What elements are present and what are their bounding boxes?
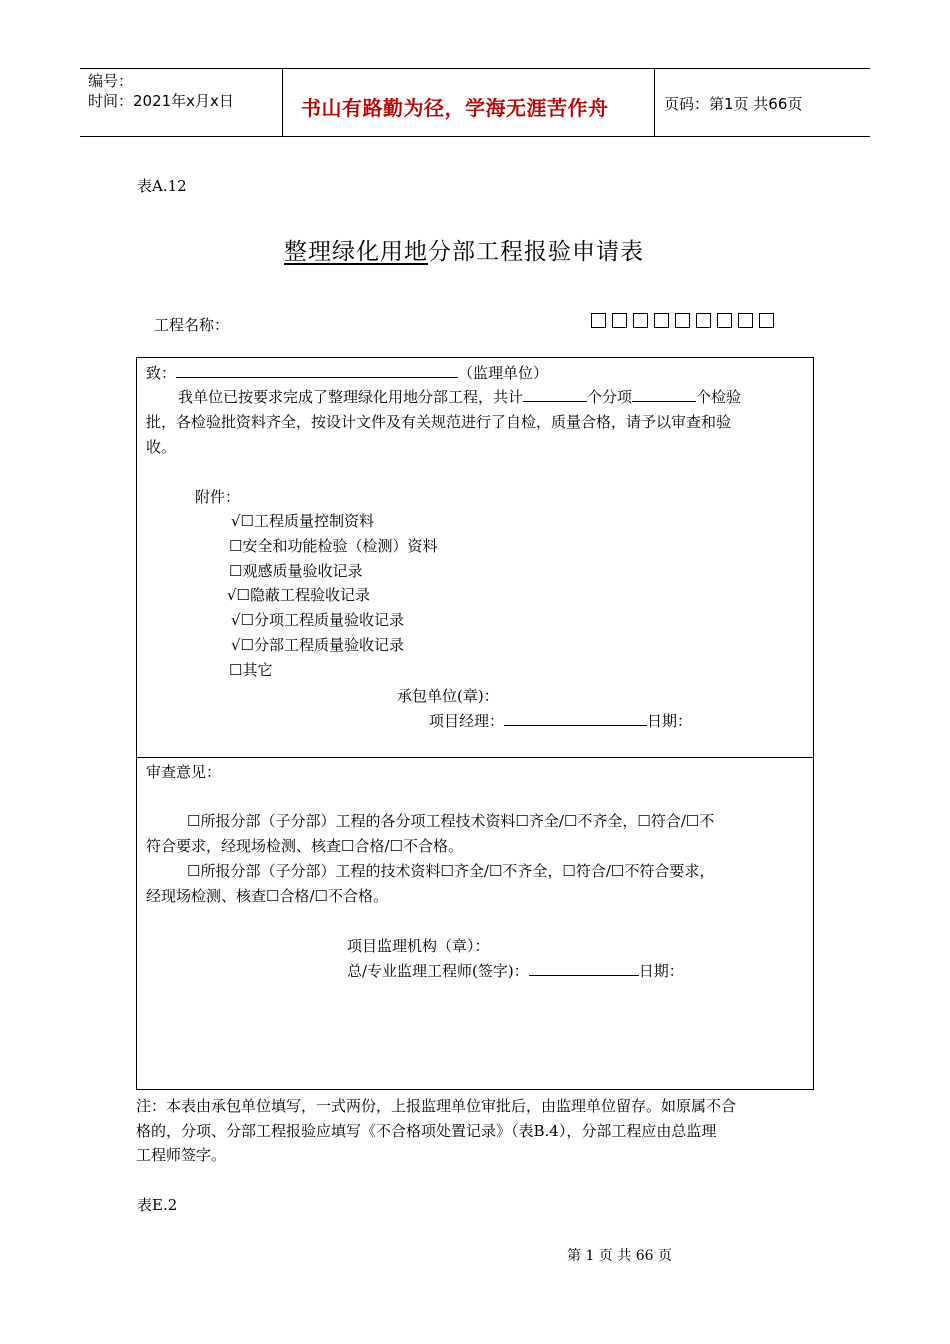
placeholder-box (738, 313, 753, 328)
placeholder-box (696, 313, 711, 328)
contractor-seal-label: 承包单位(章)： (397, 687, 499, 705)
attachment-item: √☐分项工程质量验收记录 (231, 611, 405, 629)
batch-count-blank (632, 385, 696, 402)
supervisor-unit-blank (176, 361, 458, 378)
attachment-item: √☐隐蔽工程验收记录 (227, 586, 371, 604)
supervision-org-seal-label: 项目监理机构（章）： (347, 937, 490, 955)
to-line (146, 361, 548, 385)
body-line-3: 收。 (146, 438, 177, 456)
review-label: 审查意见： (146, 763, 222, 781)
engineer-signature-line (347, 959, 684, 983)
attachment-item: √☐分部工程质量验收记录 (231, 636, 405, 654)
placeholder-box (675, 313, 690, 328)
placeholder-box (633, 313, 648, 328)
next-table-number: 表E.2 (137, 1196, 178, 1214)
header-page-info: 页码：第1页 共66页 (664, 95, 803, 113)
attachment-item: √☐工程质量控制资料 (231, 512, 375, 530)
attachment-item: ☐观感质量验收记录 (229, 562, 363, 580)
attachment-item: ☐安全和功能检验（检测）资料 (229, 537, 438, 555)
page-title (284, 233, 644, 266)
to-suffix: （监理单位） (458, 364, 549, 382)
header-time-label: 时间：2021年x月x日 (88, 92, 234, 110)
title-underlined-part: 整理绿化用地 (284, 239, 428, 265)
body-1a: 我单位已按要求完成了整理绿化用地分部工程，共计 (178, 388, 524, 406)
pm-date-label: 日期： (647, 712, 693, 730)
title-rest: 分部工程报验申请表 (428, 239, 644, 265)
engineer-signature-blank (529, 959, 639, 976)
note-line-2: 格的，分项、分部工程报验应填写《不合格项处置记录》（表B.4），分部工程应由总监理 (136, 1122, 717, 1140)
placeholder-box (612, 313, 627, 328)
placeholder-box (717, 313, 732, 328)
body-line-1 (178, 385, 741, 409)
pm-signature-line (429, 709, 692, 733)
header-bottom-rule (80, 136, 870, 137)
engineer-label: 总/专业监理工程师(签字)： (347, 962, 529, 980)
header-number-label: 编号： (88, 72, 134, 90)
review-line-4: 经现场检测、核查☐合格/☐不合格。 (146, 887, 388, 905)
engineer-date-label: 日期： (638, 962, 684, 980)
review-section (136, 757, 814, 1090)
note-line-1: 注：本表由承包单位填写，一式两份，上报监理单位审批后，由监理单位留存。如原属不合 (136, 1097, 737, 1115)
placeholder-box (759, 313, 774, 328)
pm-label: 项目经理： (429, 712, 505, 730)
header-divider-left (282, 68, 283, 136)
to-prefix: 致： (146, 364, 177, 382)
review-line-3: ☐所报分部（子分部）工程的技术资料☐齐全/☐不齐全，☐符合/☐不符合要求， (187, 862, 715, 880)
body-1c: 个检验 (696, 388, 742, 406)
project-name-label: 工程名称： (154, 316, 230, 334)
header-top-rule (80, 68, 870, 69)
project-name-placeholder-boxes (591, 313, 780, 332)
attachment-item: ☐其它 (229, 661, 273, 679)
sub-item-count-blank (523, 385, 587, 402)
page-footer: 第 1 页 共 66 页 (567, 1248, 672, 1264)
header-motto: 书山有路勤为径，学海无涯苦作舟 (301, 96, 609, 120)
table-number: 表A.12 (137, 177, 187, 195)
review-line-2: 符合要求，经现场检测、核查☐合格/☐不合格。 (146, 837, 463, 855)
note-line-3: 工程师签字。 (136, 1146, 227, 1164)
pm-signature-blank (504, 709, 647, 726)
header-divider-right (654, 68, 655, 136)
body-line-2: 批，各检验批资料齐全，按设计文件及有关规范进行了自检，质量合格，请予以审查和验 (146, 413, 732, 431)
placeholder-box (654, 313, 669, 328)
attachments-label: 附件： (195, 488, 241, 506)
placeholder-box (591, 313, 606, 328)
body-1b: 个分项 (587, 388, 633, 406)
review-line-1: ☐所报分部（子分部）工程的各分项工程技术资料☐齐全/☐不齐全，☐符合/☐不 (187, 812, 715, 830)
